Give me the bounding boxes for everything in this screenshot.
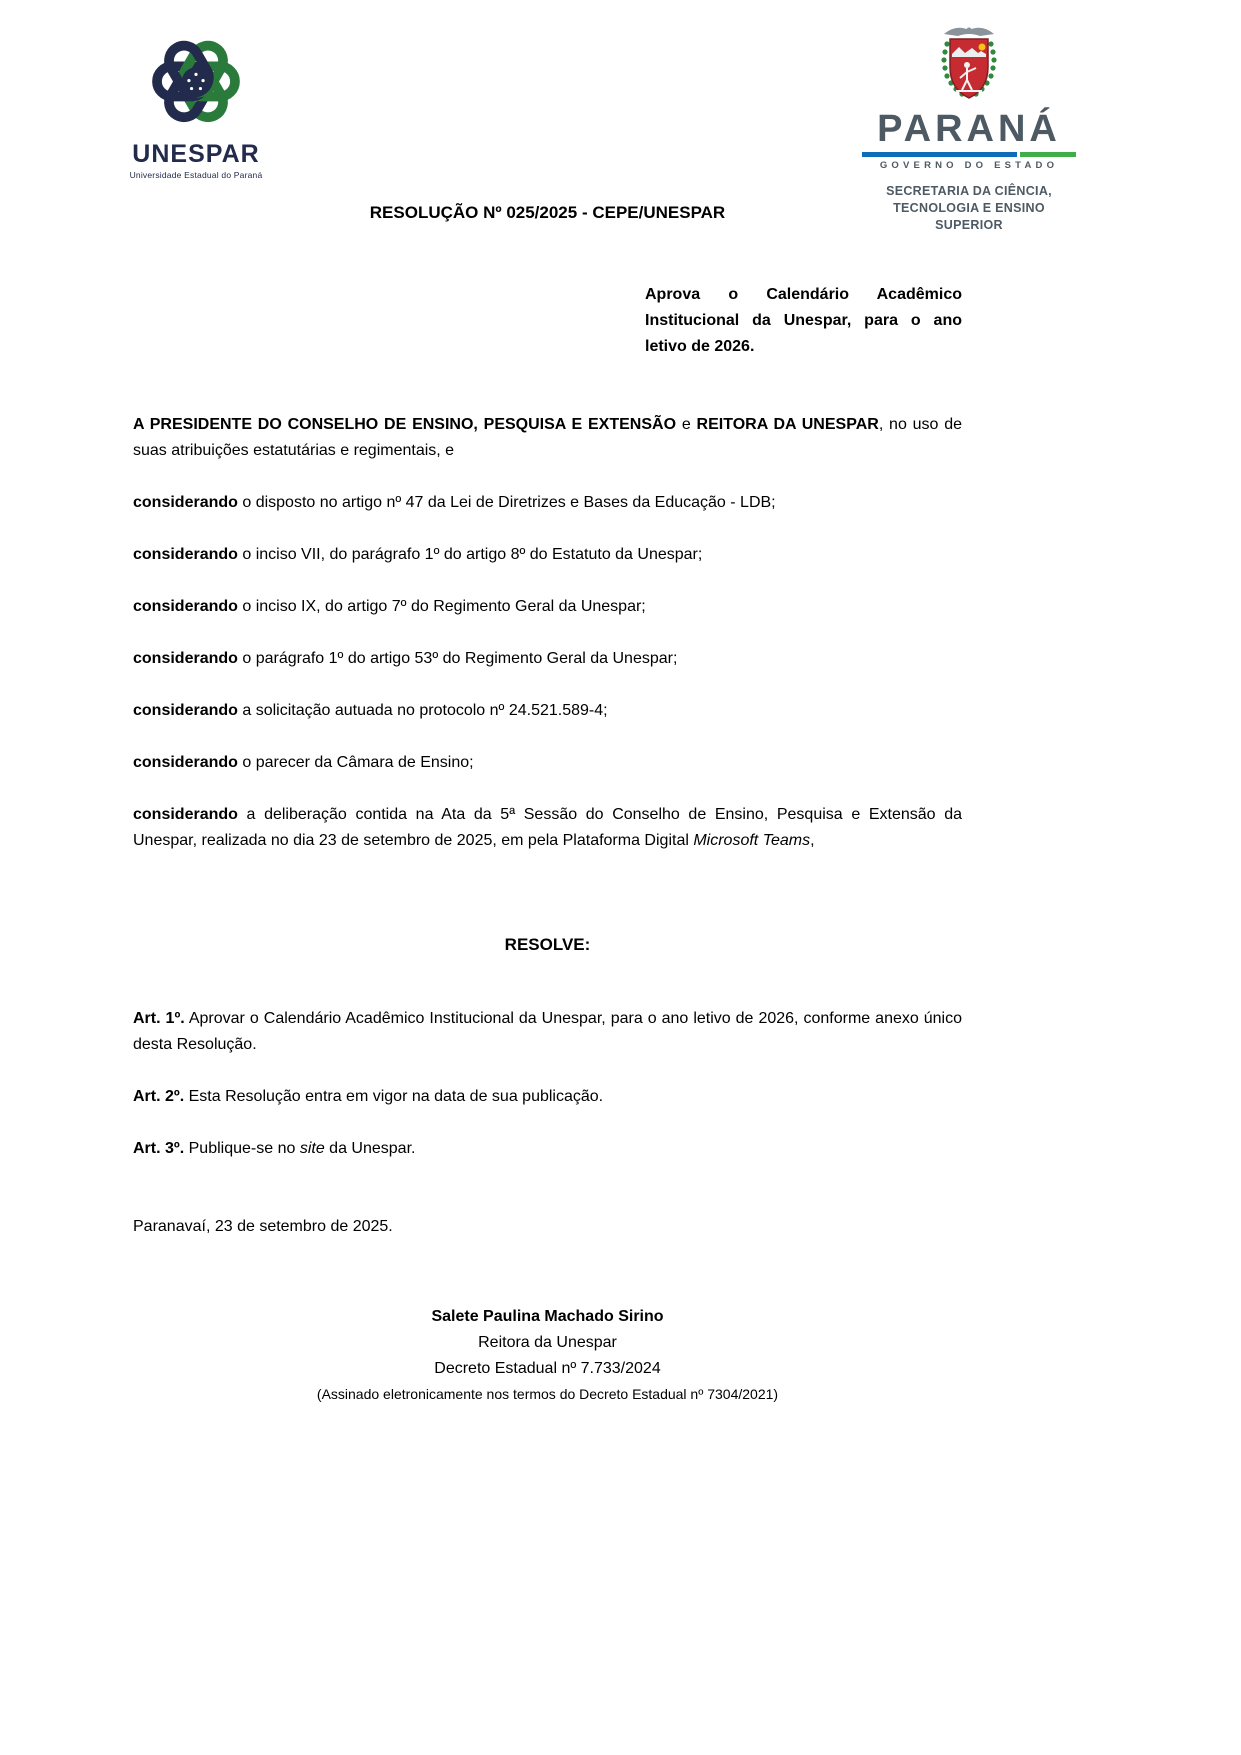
article-lead: Art. 3º. — [133, 1140, 185, 1157]
resolution-title: RESOLUÇÃO Nº 025/2025 - CEPE/UNESPAR — [369, 203, 726, 222]
electronic-signature-note: (Assinado eletronicamente nos termos do Decreto Estadual nº 7304/2021) — [316, 1386, 779, 1402]
considerando-lead: considerando — [133, 546, 238, 563]
considerando-text: o disposto no artigo nº 47 da Lei de Diretrizes e Bases da Educação - LDB; — [237, 494, 776, 511]
signer-decree: Decreto Estadual nº 7.733/2024 — [434, 1360, 661, 1377]
article-paragraph — [133, 1136, 962, 1162]
article-text: Publique-se no — [184, 1140, 300, 1157]
preamble-bold-2: REITORA DA UNESPAR — [696, 416, 879, 433]
article-italic: site — [299, 1140, 325, 1157]
article-paragraph — [133, 1084, 962, 1110]
considerando-text: a solicitação autuada no protocolo nº 24.521.589-4; — [237, 702, 608, 719]
unespar-logo-name: UNESPAR — [132, 140, 260, 168]
considerando-lead: considerando — [133, 650, 238, 667]
parana-logo-name: PARANÁ — [877, 108, 1061, 150]
ementa-summary: Aprova o Calendário Acadêmico Institucional da Unespar, para o ano letivo de 2026. — [645, 286, 962, 355]
unespar-logo-subtitle: Universidade Estadual do Paraná — [129, 170, 263, 180]
considerando-italic: Microsoft Teams — [693, 832, 811, 849]
considerando-lead: considerando — [133, 494, 238, 511]
considerando-text: o parecer da Câmara de Ensino; — [237, 754, 474, 771]
article-paragraph — [133, 1006, 962, 1058]
parana-secretary-line2: TECNOLOGIA E ENSINO SUPERIOR — [893, 200, 1045, 232]
considerando-text: o inciso VII, do parágrafo 1º do artigo 8º do Estatuto da Unespar; — [237, 546, 703, 563]
article-text: Aprovar o Calendário Acadêmico Institucional da Unespar, para o ano letivo de 2026, conforme anexo único desta Resolução. — [133, 1010, 963, 1053]
article-lead: Art. 1º. — [133, 1010, 185, 1027]
parana-bar-green — [1020, 152, 1076, 157]
considerando-paragraph — [133, 698, 962, 724]
considerando-text: o inciso IX, do artigo 7º do Regimento Geral da Unespar; — [237, 598, 646, 615]
dateline: Paranavaí, 23 de setembro de 2025. — [133, 1218, 393, 1235]
considerando-paragraph — [133, 750, 962, 776]
considerando-paragraph — [133, 646, 962, 672]
considerando-lead: considerando — [133, 806, 238, 823]
preamble-rest: , no uso de suas atribuições estatutárias e regimentais, e — [133, 416, 963, 459]
considerando-text: a deliberação contida na Ata da 5ª Sessão do Conselho de Ensino, Pesquisa e Extensão da Unespar, realizada no dia 23 de setembro de 2025, em pela Plataforma Digital — [133, 806, 962, 849]
considerando-paragraph — [133, 594, 962, 620]
considerando-lead: considerando — [133, 702, 238, 719]
considerando-text: o parágrafo 1º do artigo 53º do Regimento Geral da Unespar; — [237, 650, 678, 667]
considerando-paragraph — [133, 542, 962, 568]
signature-block — [133, 1304, 962, 1406]
document-content — [133, 0, 962, 1406]
parana-government-label: GOVERNO DO ESTADO — [879, 160, 1059, 171]
article-text: Esta Resolução entra em vigor na data de sua publicação. — [184, 1088, 604, 1105]
considerando-lead: considerando — [133, 754, 238, 771]
preamble-mid: e — [676, 416, 697, 433]
parana-secretary-line1: SECRETARIA DA CIÊNCIA, — [886, 184, 1052, 198]
preamble-bold-1: A PRESIDENTE DO CONSELHO DE ENSINO, PESQUISA E EXTENSÃO — [133, 416, 677, 433]
considerando-paragraph — [133, 490, 962, 516]
article-lead: Art. 2º. — [133, 1088, 185, 1105]
signer-name: Salete Paulina Machado Sirino — [431, 1308, 664, 1325]
considerando-lead: considerando — [133, 598, 238, 615]
resolve-heading: RESOLVE: — [504, 935, 591, 954]
article-tail: da Unespar. — [324, 1140, 416, 1157]
considerando-tail: , — [810, 832, 815, 849]
preamble-paragraph — [133, 412, 962, 464]
considerando-paragraph — [133, 802, 962, 854]
signer-role: Reitora da Unespar — [478, 1334, 617, 1351]
